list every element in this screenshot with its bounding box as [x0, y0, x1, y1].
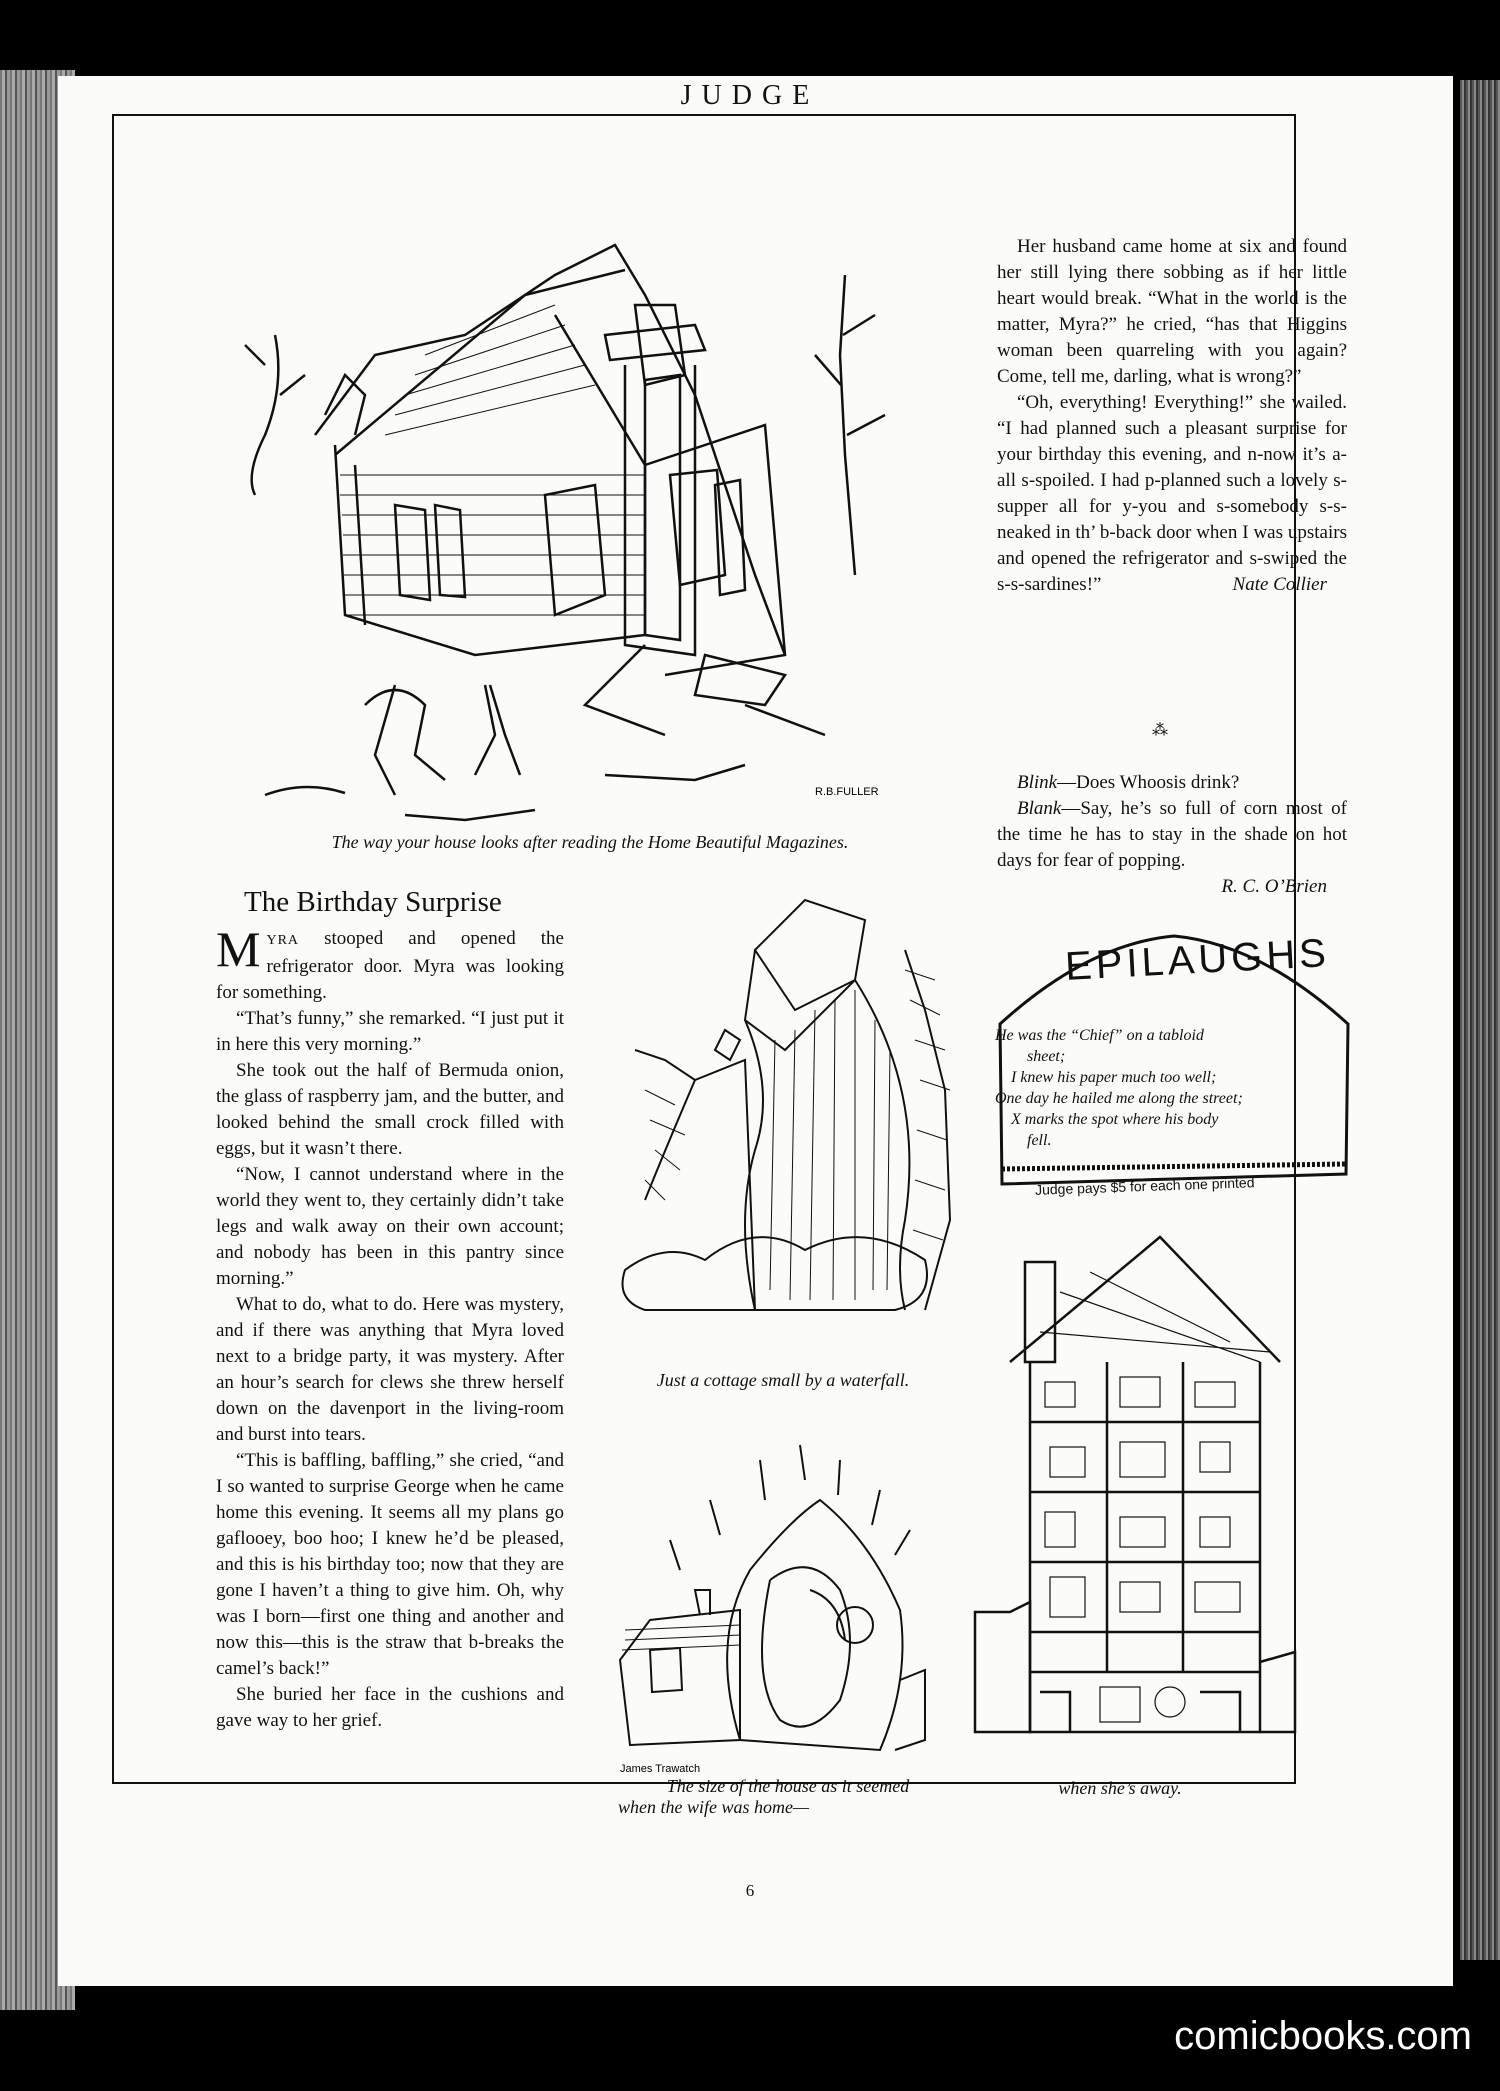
article-paragraph: “Now, I cannot understand where in the world they went to, they certainly didn’t take legs and walk away on their own account; and nobody has been in this pantry since morning.”	[216, 1164, 564, 1289]
small-house-caption	[608, 1776, 968, 1818]
birthday-article	[216, 921, 564, 1734]
article-paragraph: stooped and opened the refrigerator door. Myra was looking for something.	[216, 928, 564, 1003]
epilaughs-payment-note: Judge pays $5 for each one printed	[1034, 1174, 1255, 1198]
waterfall-cottage-illustration	[605, 890, 960, 1350]
epilaughs-verse	[995, 1025, 1355, 1151]
cartoon-signature: R.B.FULLER	[815, 786, 879, 798]
verse-line: He was the “Chief” on a tabloid	[995, 1027, 1204, 1044]
article-paragraph: “This is baffling, baffling,” she cried, “and I so wanted to surprise George when he came home this evening. It seems all my plans go gaflooey, boo hoo; I knew he’d be pleased, and this is his birthday too; now that they are gone I haven’t a thing to give him. Oh, why was I born—first one thing and another and now this—this is the straw that b-breaks the camel’s back!”	[216, 1450, 564, 1679]
speaker-blink: Blink	[1017, 772, 1058, 793]
small-house-caption-line1: The size of the house as it seemed	[666, 1776, 910, 1796]
running-head: JUDGE	[680, 80, 820, 111]
article-paragraph: She took out the half of Bermuda onion, the glass of raspberry jam, and the butter, and looked behind the small crock filled with eggs, but it wasn’t there.	[216, 1060, 564, 1159]
small-house-signature: James Trawatch	[620, 1763, 701, 1775]
joke-line: —Does Whoosis drink?	[1057, 772, 1240, 793]
epilaughs-title: EPILAUGHS	[1064, 931, 1331, 989]
story-signature: Nate Collier	[1232, 574, 1327, 595]
section-separator: ⁂	[1152, 722, 1169, 739]
small-house-couple-illustration	[610, 1440, 930, 1780]
watermark: comicbooks.com	[1174, 2014, 1472, 2058]
speaker-blank: Blank	[1017, 798, 1062, 819]
joke-line: —Say, he’s so full of corn most of the time he has to stay in the shade on hot days for fear of popping.	[997, 798, 1347, 871]
verse-line: I knew his paper much too well;	[1011, 1069, 1217, 1086]
article-title: The Birthday Surprise	[244, 886, 502, 918]
book-edge-right	[1460, 80, 1500, 1960]
story-paragraph: “Oh, everything! Everything!” she wailed. “I had planned such a pleasant surprise for your birthday this evening, and n-now it’s a-all s-spoiled. I had p-planned such a lovely s-supper all for y-you and s-somebody s-s-neaked in th’ b-back door when I was upstairs and opened the refrigerator and s-swiped the s-s-sardines!”	[997, 392, 1347, 595]
story-nate-collier	[997, 234, 1347, 598]
verse-line: X marks the spot where his body	[1011, 1111, 1219, 1128]
big-house-cutaway-illustration	[970, 1232, 1300, 1762]
crooked-house-illustration	[225, 235, 960, 830]
story-paragraph: Her husband came home at six and found her still lying there sobbing as if her little heart would break. “What in the world is the matter, Myra?” he cried, “has that Higgins woman been quarreling with you again? Come, tell me, darling, what is wrong?”	[997, 236, 1347, 387]
dropcap: M	[216, 921, 261, 977]
article-paragraph: “That’s funny,” she remarked. “I just put it in here this very morning.”	[216, 1008, 564, 1055]
joke-signature: R. C. O’Brien	[1221, 876, 1327, 897]
verse-line: fell.	[1027, 1132, 1052, 1149]
big-house-caption: when she’s away.	[1058, 1778, 1182, 1798]
small-house-caption-line2: when the wife was home—	[618, 1797, 809, 1817]
article-paragraph: What to do, what to do. Here was mystery, and if there was anything that Myra loved next to a bridge party, it was mystery. After an hour’s search for clews she threw herself down on the davenport in the living-room and burst into tears.	[216, 1294, 564, 1445]
main-cartoon-caption: The way your house looks after reading the Home Beautiful Magazines.	[331, 832, 849, 852]
verse-line: One day he hailed me along the street;	[995, 1090, 1243, 1107]
waterfall-caption: Just a cottage small by a waterfall.	[656, 1370, 910, 1390]
page-number: 6	[745, 1881, 755, 1900]
verse-line: sheet;	[1027, 1048, 1066, 1065]
joke-blink-blank	[997, 770, 1347, 900]
article-paragraph: She buried her face in the cushions and gave way to her grief.	[216, 1684, 564, 1731]
smallcaps: YRA	[266, 933, 300, 948]
